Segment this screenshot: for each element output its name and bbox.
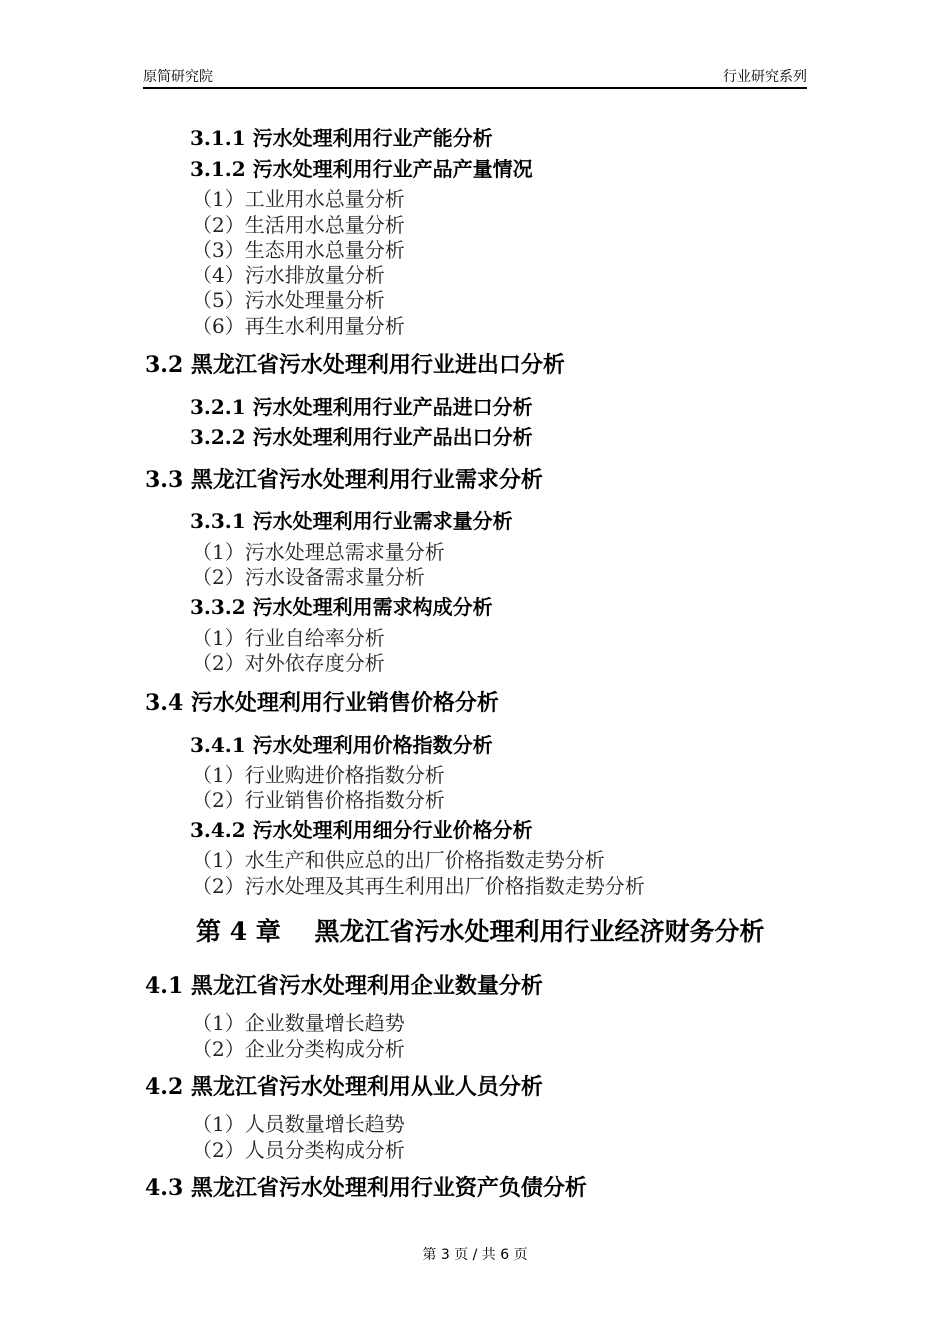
toc-subsection: 3.3.1 污水处理利用行业需求量分析	[190, 509, 513, 533]
toc-subsection: 3.3.2 污水处理利用需求构成分析	[190, 595, 493, 619]
header-org-name: 原简研究院	[143, 69, 213, 85]
toc-item: （2）污水处理及其再生利用出厂价格指数走势分析	[192, 874, 645, 898]
toc-item: （1）企业数量增长趋势	[192, 1011, 405, 1035]
toc-item: （1）行业自给率分析	[192, 626, 385, 650]
toc-subsection: 3.1.2 污水处理利用行业产品产量情况	[190, 157, 533, 181]
toc-section: 3.4 污水处理利用行业销售价格分析	[145, 690, 499, 716]
toc-item: （2）生活用水总量分析	[192, 213, 405, 237]
toc-item: （1）行业购进价格指数分析	[192, 763, 445, 787]
page-number: 第 3 页 / 共 6 页	[422, 1247, 528, 1263]
toc-subsection: 3.4.2 污水处理利用细分行业价格分析	[190, 818, 533, 842]
toc-subsection: 3.4.1 污水处理利用价格指数分析	[190, 733, 493, 757]
toc-chapter: 第 4 章 黑龙江省污水处理利用行业经济财务分析	[196, 917, 765, 946]
toc-item: （4）污水排放量分析	[192, 263, 385, 287]
toc-item: （3）生态用水总量分析	[192, 238, 405, 262]
toc-subsection: 3.2.2 污水处理利用行业产品出口分析	[190, 425, 533, 449]
header-rule	[143, 87, 807, 89]
toc-item: （1）水生产和供应总的出厂价格指数走势分析	[192, 848, 605, 872]
toc-item: （1）工业用水总量分析	[192, 187, 405, 211]
toc-item: （1）污水处理总需求量分析	[192, 540, 445, 564]
toc-item: （2）行业销售价格指数分析	[192, 788, 445, 812]
toc-section: 4.3 黑龙江省污水处理利用行业资产负债分析	[145, 1175, 587, 1201]
toc-subsection: 3.1.1 污水处理利用行业产能分析	[190, 126, 493, 150]
toc-section: 4.2 黑龙江省污水处理利用从业人员分析	[145, 1074, 543, 1100]
toc-item: （2）人员分类构成分析	[192, 1138, 405, 1162]
toc-item: （2）企业分类构成分析	[192, 1037, 405, 1061]
toc-section: 3.2 黑龙江省污水处理利用行业进出口分析	[145, 352, 565, 378]
toc-item: （6）再生水利用量分析	[192, 314, 405, 338]
toc-item: （5）污水处理量分析	[192, 288, 385, 312]
toc-item: （1）人员数量增长趋势	[192, 1112, 405, 1136]
header-series-name: 行业研究系列	[723, 69, 807, 85]
toc-item: （2）对外依存度分析	[192, 651, 385, 675]
toc-subsection: 3.2.1 污水处理利用行业产品进口分析	[190, 395, 533, 419]
toc-section: 4.1 黑龙江省污水处理利用企业数量分析	[145, 973, 543, 999]
toc-section: 3.3 黑龙江省污水处理利用行业需求分析	[145, 467, 543, 493]
toc-item: （2）污水设备需求量分析	[192, 565, 425, 589]
